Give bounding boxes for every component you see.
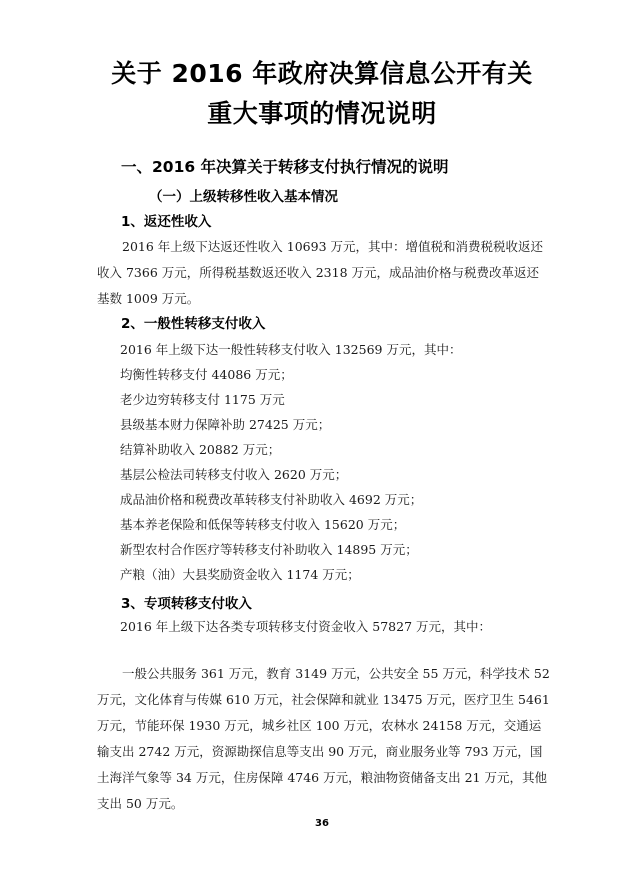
general-transfer-line: 均衡性转移支付 44086 万元； [120,367,293,382]
rebate-income-paragraph: 2016 年上级下达返还性收入 10693 万元，其中：增值税和消费税税收返还收入 7366 万元，所得税基数返还收入 2318 万元，成品油价格与税费改革返还基数 1009 万元。 [97,239,543,306]
general-transfer-line: 老少边穷转移支付 1175 万元 [120,392,285,407]
item-heading-rebate-income: 1、返还性收入 [121,214,212,230]
special-transfer-intro: 2016 年上级下达各类专项转移支付资金收入 57827 万元，其中： [120,619,491,634]
document-title-line-1: 关于 2016 年政府决算信息公开有关 [111,59,533,88]
general-transfer-line: 2016 年上级下达一般性转移支付收入 132569 万元，其中： [120,342,462,357]
subsection-heading: （一）上级转移性收入基本情况 [149,189,338,205]
general-transfer-line: 基层公检法司转移支付收入 2620 万元； [120,467,348,482]
document-title-line-2: 重大事项的情况说明 [207,99,437,128]
general-transfer-line: 产粮（油）大县奖励资金收入 1174 万元； [120,567,360,582]
item-heading-special-transfer: 3、专项转移支付收入 [121,596,252,612]
page-number: 36 [315,818,329,829]
general-transfer-line: 结算补助收入 20882 万元； [120,442,281,457]
general-transfer-line: 基本养老保险和低保等转移支付收入 15620 万元； [120,517,406,532]
general-transfer-line: 新型农村合作医疗等转移支付补助收入 14895 万元； [120,542,418,557]
special-transfer-detail: 一般公共服务 361 万元，教育 3149 万元，公共安全 55 万元，科学技术 52 万元，文化体育与传媒 610 万元，社会保障和就业 13475 万元，医疗卫生 5461 万元，节能环保 1930 万元，城乡社区 100 万元，农林水 24158 万元，交通运输支出 2742 万元，资源勘探信息等支出 90 万元，商业服务业等 793 万元，国土海洋气象等 34 万元，住房保障 4746 万元，粮油物资储备支出 21 万元，其他支出 50 万元。 [97,666,550,811]
item-heading-general-transfer: 2、一般性转移支付收入 [121,316,266,332]
general-transfer-line: 成品油价格和税费改革转移支付补助收入 4692 万元； [120,492,423,507]
general-transfer-line: 县级基本财力保障补助 27425 万元； [120,417,331,432]
section-heading: 一、2016 年决算关于转移支付执行情况的说明 [121,158,449,176]
